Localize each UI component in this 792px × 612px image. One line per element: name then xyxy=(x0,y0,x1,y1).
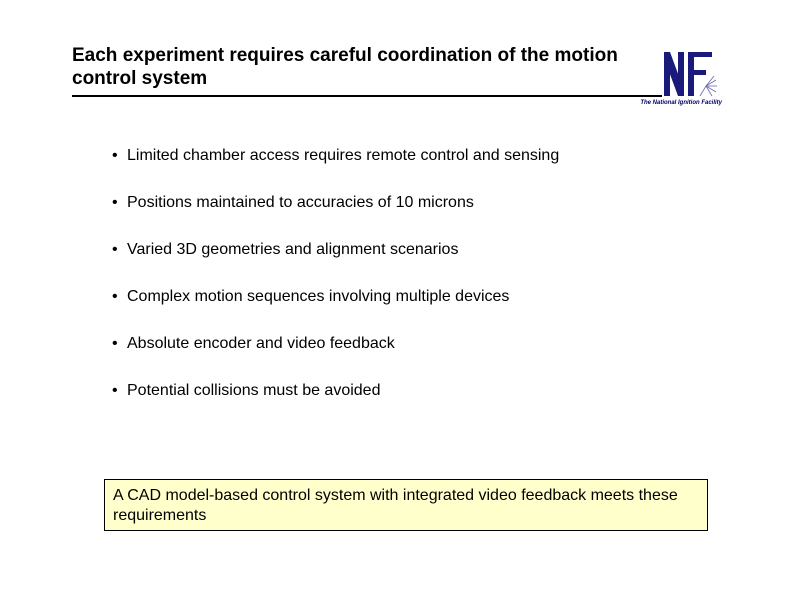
bullet-marker: • xyxy=(112,335,118,352)
bullet-item xyxy=(112,381,559,428)
bullet-text: Limited chamber access requires remote control and sensing xyxy=(127,147,560,164)
logo-caption: The National Ignition Facility xyxy=(640,100,722,106)
title-underline xyxy=(72,95,662,97)
nif-logo-icon xyxy=(662,46,718,100)
bullet-text: Positions maintained to accuracies of 10 microns xyxy=(127,194,474,211)
bullet-marker: • xyxy=(112,194,118,211)
callout-text: A CAD model-based control system with integrated video feedback meets these requirements xyxy=(113,487,678,524)
bullet-marker: • xyxy=(112,147,118,164)
slide-title: Each experiment requires careful coordination of the motion control system xyxy=(72,45,618,89)
bullet-item xyxy=(112,146,559,193)
bullet-marker: • xyxy=(112,288,118,305)
bullet-item xyxy=(112,287,559,334)
bullet-text: Absolute encoder and video feedback xyxy=(127,335,395,352)
nif-logo xyxy=(622,46,722,110)
bullet-list xyxy=(112,146,559,428)
conclusion-callout xyxy=(104,479,708,531)
bullet-text: Complex motion sequences involving multiple devices xyxy=(127,288,510,305)
bullet-marker: • xyxy=(112,382,118,399)
bullet-item xyxy=(112,240,559,287)
bullet-text: Varied 3D geometries and alignment scenarios xyxy=(127,241,459,258)
bullet-item xyxy=(112,334,559,381)
bullet-marker: • xyxy=(112,241,118,258)
bullet-text: Potential collisions must be avoided xyxy=(127,382,381,399)
bullet-item xyxy=(112,193,559,240)
